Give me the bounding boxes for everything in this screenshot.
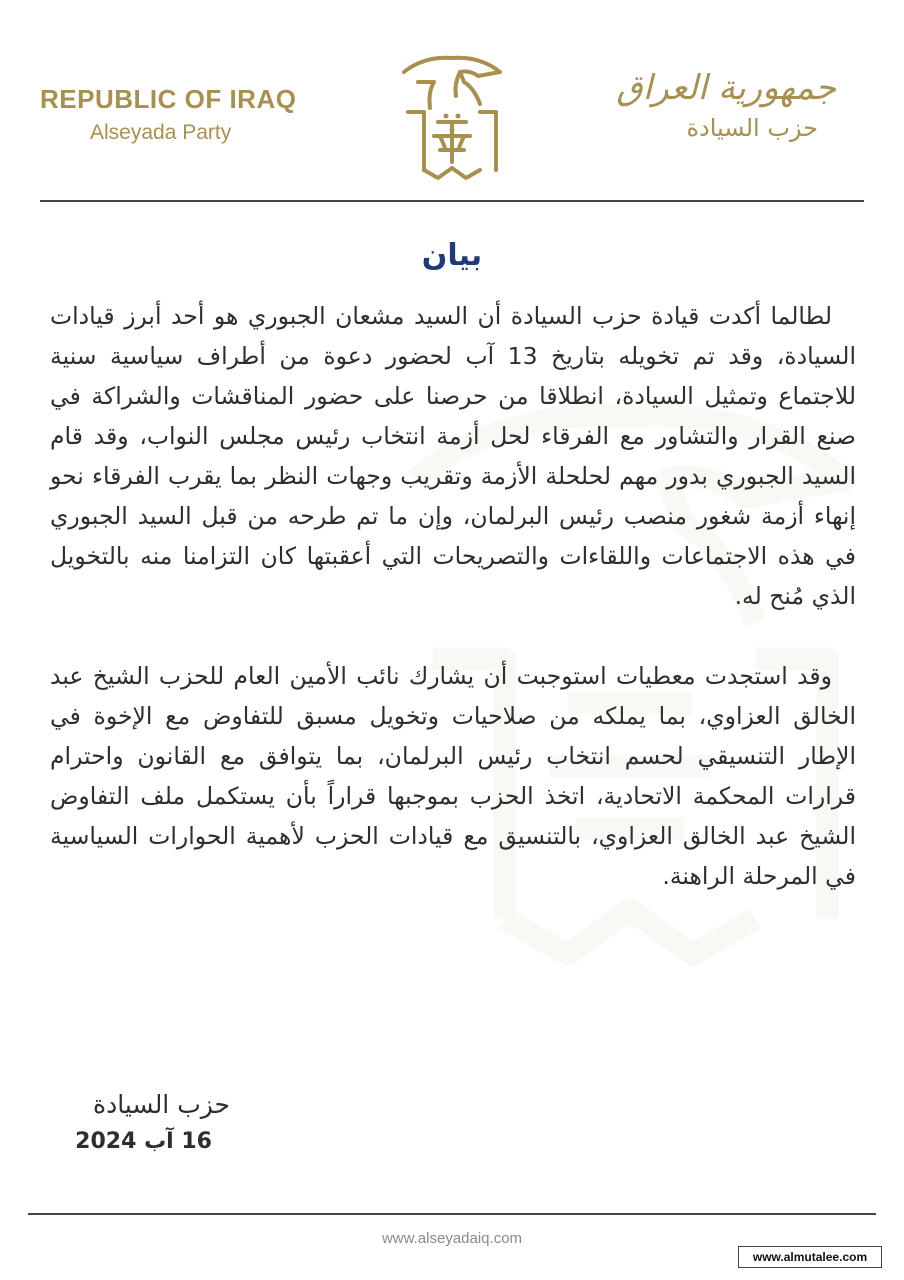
- falcon-emblem-icon: [394, 52, 510, 186]
- signature-date: 16 آب 2024: [75, 1129, 212, 1154]
- arabic-subtitle: حزب السيادة: [686, 114, 818, 142]
- document-title: بيان: [421, 238, 483, 273]
- arabic-party-name: [616, 68, 836, 142]
- header-divider: [40, 200, 864, 202]
- footer-divider: [28, 1213, 876, 1215]
- paragraph: وقد استجدت معطيات استوجبت أن يشارك نائب الأمين العام للحزب الشيخ عبد الخالق العزاوي، بما يملكه من صلاحيات وتخويل مسبق للتفاوض مع الإخوة في الإطار التنسيقي لحسم انتخاب رئيس البرلمان، بما يتوافق مع القانون واحترام قرارات المحكمة الاتحادية، اتخذ الحزب بموجبها قراراً بأن يستكمل ملف التفاوض الشيخ عبد الخالق العزاوي، بالتنسيق مع قيادات الحزب لأهمية الحوارات السياسية في المرحلة الراهنة.: [50, 662, 856, 890]
- arabic-title: جمهورية العراق: [616, 68, 836, 108]
- english-party-name: [40, 84, 340, 145]
- source-watermark: www.almutalee.com: [738, 1246, 882, 1268]
- english-title: REPUBLIC OF IRAQ: [40, 84, 297, 114]
- website-link[interactable]: www.alseyadaiq.com: [381, 1230, 523, 1247]
- english-subtitle: Alseyada Party: [90, 121, 232, 144]
- statement-body: [50, 296, 856, 896]
- signature-name: حزب السيادة: [93, 1090, 230, 1119]
- letterhead: [0, 0, 904, 200]
- signature-block: [70, 1090, 270, 1154]
- paragraph: لطالما أكدت قيادة حزب السيادة أن السيد مشعان الجبوري هو أحد أبرز قيادات السيادة، وقد تم تخويله بتاريخ 13 آب لحضور دعوة من أطراف سياسية سنية للاجتماع وتمثيل السيادة، انطلاقا من حرصنا على حضور المناقشات والشراكة في صنع القرار والتشاور مع الفرقاء لحل أزمة انتخاب رئيس مجلس النواب، وقد قام السيد الجبوري بدور مهم لحلحلة الأزمة وتقريب وجهات النظر بما يقرب الفرقاء نحو إنهاء أزمة شغور منصب رئيس البرلمان، وإن ما تم طرحه من قبل السيد الجبوري في هذه الاجتماعات واللقاءات والتصريحات التي أعقبتها كان التزامنا منه بالتخويل الذي مُنح له.: [50, 302, 856, 610]
